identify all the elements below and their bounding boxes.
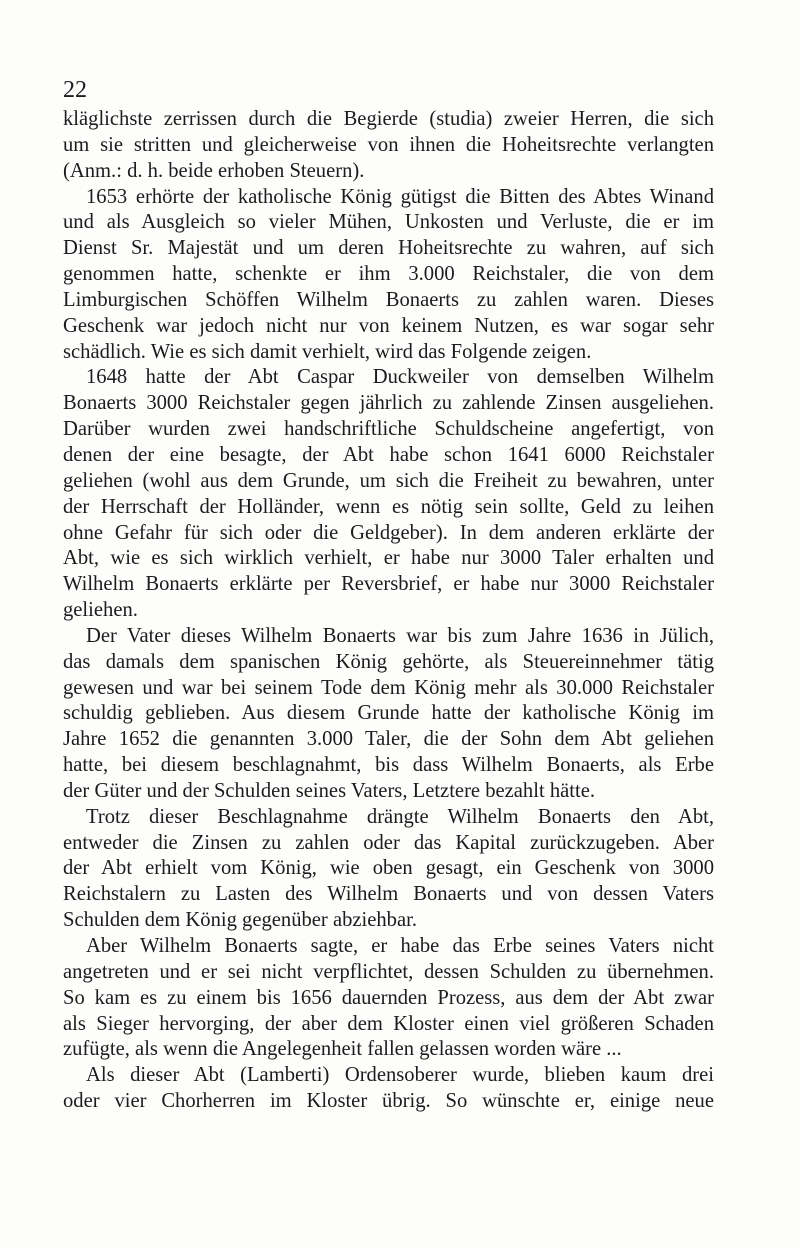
text-line: Als dieser Abt (Lamberti) Ordensoberer wurde, blieben kaum drei (86, 1064, 714, 1087)
paragraph (63, 365, 714, 623)
text-line: der Abt erhielt vom König, wie oben gesagt, ein Geschenk von 3000 (63, 857, 714, 880)
text-line: genommen hatte, schenkte er ihm 3.000 Reichstaler, die von dem (63, 263, 714, 286)
text-line: Darüber wurden zwei handschriftliche Schuldscheine angefertigt, von (63, 418, 714, 441)
text-line: 1653 erhörte der katholische König gütigst die Bitten des Abtes Winand (86, 185, 714, 208)
text-line: ohne Gefahr für sich oder die Geldgeber). In dem anderen erklärte der (63, 521, 714, 544)
text-line: Aber Wilhelm Bonaerts sagte, er habe das Erbe seines Vaters nicht (86, 935, 714, 957)
text-line: denen der eine besagte, der Abt habe schon 1641 6000 Reichstaler (63, 443, 714, 466)
text-line: Jahre 1652 die genannten 3.000 Taler, die der Sohn dem Abt geliehen (63, 728, 714, 751)
text-line: geliehen. (63, 599, 138, 622)
paragraph (63, 934, 714, 1063)
text-line: oder vier Chorherren im Kloster übrig. So wünschte er, einige neue (63, 1090, 714, 1113)
text-line: gewesen und war bei seinem Tode dem König mehr als 30.000 Reichstaler (63, 676, 714, 699)
text-line: Der Vater dieses Wilhelm Bonaerts war bis zum Jahre 1636 in Jülich, (86, 624, 714, 647)
text-line: zufügte, als wenn die Angelegenheit fallen gelassen worden wäre ... (63, 1038, 622, 1061)
text-line: So kam es zu einem bis 1656 dauernden Prozess, aus dem der Abt zwar (63, 986, 714, 1009)
text-line: kläglichste zerrissen durch die Begierde (studia) zweier Herren, die sich (63, 108, 714, 130)
text-line: Trotz dieser Beschlagnahme drängte Wilhelm Bonaerts den Abt, (86, 805, 714, 828)
text-line: Schulden dem König gegenüber abziehbar. (63, 909, 417, 932)
text-line: der Güter und der Schulden seines Vaters, Letztere bezahlt hätte. (63, 779, 595, 802)
text-line: 1648 hatte der Abt Caspar Duckweiler von demselben Wilhelm (86, 366, 714, 389)
body-text (63, 107, 714, 1115)
text-line: Abt, wie es sich wirklich verhielt, er habe nur 3000 Taler erhalten und (63, 547, 714, 570)
text-line: Dienst Sr. Majestät und um deren Hoheitsrechte zu wahren, auf sich (63, 237, 714, 260)
text-line: Wilhelm Bonaerts erklärte per Reversbrief, er habe nur 3000 Reichstaler (63, 573, 714, 596)
text-line: und als Ausgleich so vieler Mühen, Unkosten und Verluste, die er im (63, 211, 714, 234)
text-line: (Anm.: d. h. beide erhoben Steuern). (63, 159, 365, 182)
page-number: 22 (63, 77, 87, 103)
paragraph (63, 185, 714, 366)
text-line: das damals dem spanischen König gehörte, als Steuereinnehmer tätig (63, 650, 714, 673)
text-line: Limburgischen Schöffen Wilhelm Bonaerts zu zahlen waren. Dieses (63, 288, 714, 311)
text-line: hatte, bei diesem beschlagnahmt, bis dass Wilhelm Bonaerts, als Erbe (63, 754, 714, 777)
paragraph (63, 107, 714, 185)
text-line: schädlich. Wie es sich damit verhielt, wird das Folgende zeigen. (63, 340, 592, 363)
text-line: als Sieger hervorging, der aber dem Kloster einen viel größeren Schaden (63, 1012, 714, 1035)
text-line: entweder die Zinsen zu zahlen oder das Kapital zurückzugeben. Aber (63, 831, 714, 854)
paragraph (63, 805, 714, 934)
text-line: um sie stritten und gleicherweise von ihnen die Hoheitsrechte verlangten (63, 133, 714, 156)
text-line: schuldig geblieben. Aus diesem Grunde hatte der katholische König im (63, 702, 714, 725)
text-line: geliehen (wohl aus dem Grunde, um sich die Freiheit zu bewahren, unter (63, 469, 714, 492)
text-line: Reichstalern zu Lasten des Wilhelm Bonaerts und von dessen Vaters (63, 883, 714, 906)
text-line: der Herrschaft der Holländer, wenn es nötig sein sollte, Geld zu leihen (63, 495, 714, 518)
text-line: angetreten und er sei nicht verpflichtet, dessen Schulden zu übernehmen. (63, 960, 714, 983)
paragraph (63, 1063, 714, 1115)
paragraph (63, 624, 714, 805)
text-line: Geschenk war jedoch nicht nur von keinem Nutzen, es war sogar sehr (63, 314, 714, 337)
text-line: Bonaerts 3000 Reichstaler gegen jährlich zu zahlende Zinsen ausgeliehen. (63, 392, 714, 415)
